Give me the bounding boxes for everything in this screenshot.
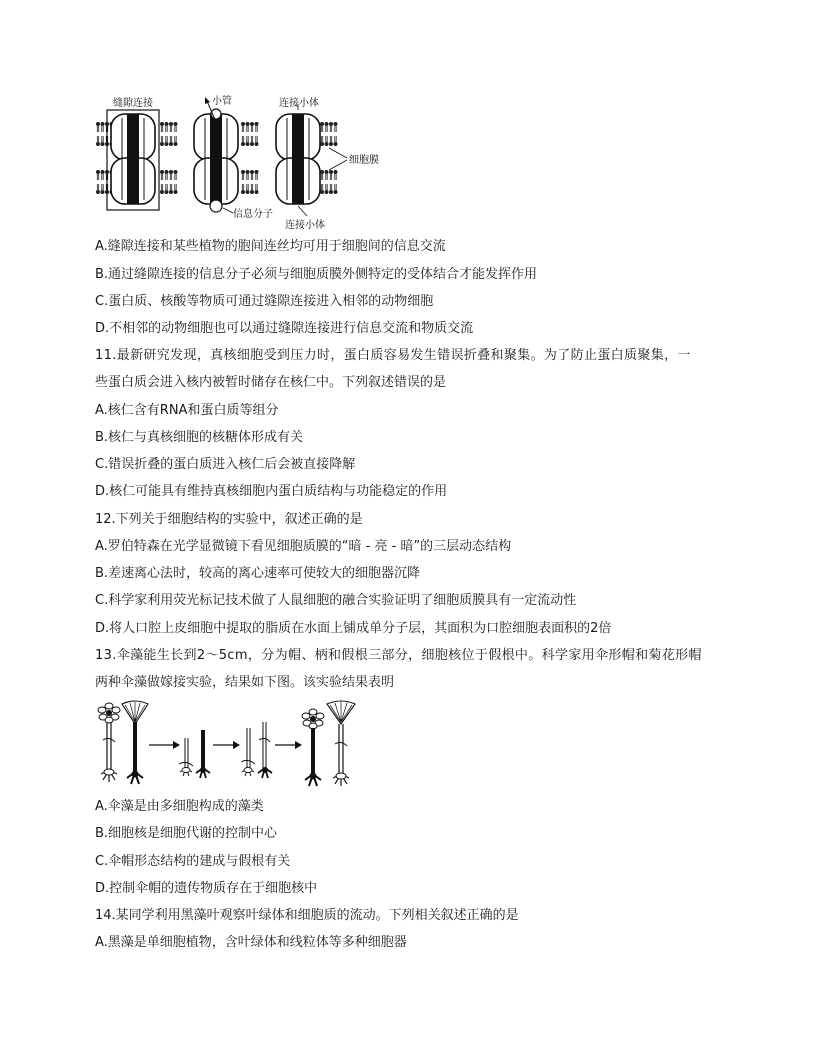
q13-stem-line2: 两种伞藻做嫁接实验，结果如下图。该实验结果表明 — [95, 675, 395, 690]
label-connexon-top: 连接小体 — [279, 98, 319, 109]
label-connexon-bottom: 连接小体 — [285, 220, 325, 231]
q11-stem-line2: 些蛋白质会进入核内被暂时储存在核仁中。下列叙述错误的是 — [95, 375, 447, 390]
q10-option-a: A.缝隙连接和某些植物的胞间连丝均可用于细胞间的信息交流 — [95, 239, 446, 254]
label-tubule: 小管 — [212, 96, 232, 107]
q13-option-a: A.伞藻是由多细胞构成的藻类 — [95, 799, 264, 814]
q14-stem: 14.某同学利用黑藻叶观察叶绿体和细胞质的流动。下列相关叙述正确的是 — [95, 908, 519, 923]
q10-option-b: B.通过缝隙连接的信息分子必须与细胞质膜外侧特定的受体结合才能发挥作用 — [95, 267, 538, 282]
regrowing-stalks-step-3 — [241, 722, 272, 778]
q11-option-c: C.错误折叠的蛋白质进入核仁后会被直接降解 — [95, 457, 356, 472]
label-signal-molecule: 信息分子 — [233, 209, 273, 220]
q12-option-c: C.科学家利用荧光标记技术做了人鼠细胞的融合实验证明了细胞质膜具有一定流动性 — [95, 593, 577, 608]
q11-option-b: B.核仁与真核细胞的核糖体形成有关 — [95, 430, 304, 445]
q10-option-c: C.蛋白质、核酸等物质可通过缝隙连接进入相邻的动物细胞 — [95, 294, 434, 309]
q13-stem-line1: 13.伞藻能生长到2～5cm，分为帽、柄和假根三部分，细胞核位于假根中。科学家用伞形帽和菊花形帽 — [95, 648, 702, 663]
q13-option-d: D.控制伞帽的遗传物质存在于细胞核中 — [95, 881, 318, 896]
flower-cap-acetabularia — [98, 703, 120, 782]
q13-option-c: C.伞帽形态结构的建成与假根有关 — [95, 854, 291, 869]
q13-option-b: B.细胞核是细胞代谢的控制中心 — [95, 826, 278, 841]
result-acetabularia-pair — [302, 701, 355, 786]
q12-option-d: D.将人口腔上皮细胞中提取的脂质在水面上铺成单分子层，其面积为口腔细胞表面积的2倍 — [95, 621, 612, 636]
arrow-step-1 — [149, 741, 180, 749]
umbrella-cap-acetabularia — [122, 701, 148, 784]
q14-option-a: A.黑藻是单细胞植物，含叶绿体和线粒体等多种细胞器 — [95, 935, 407, 950]
q10-option-d: D.不相邻的动物细胞也可以通过缝隙连接进行信息交流和物质交流 — [95, 321, 474, 336]
q11-option-a: A.核仁含有RNA和蛋白质等组分 — [95, 403, 279, 418]
signal-molecule-shape — [210, 200, 222, 212]
q12-option-a: A.罗伯特森在光学显微镜下看见细胞质膜的“暗 - 亮 - 暗”的三层动态结构 — [95, 539, 512, 554]
q11-stem-line1: 11.最新研究发现，真核细胞受到压力时，蛋白质容易发生错误折叠和聚集。为了防止蛋白质聚集，一 — [95, 348, 691, 363]
acetabularia-graft-diagram — [97, 700, 359, 792]
q11-option-d: D.核仁可能具有维持真核细胞内蛋白质结构与功能稳定的作用 — [95, 484, 448, 499]
label-gap-junction: 缝隙连接 — [113, 98, 153, 109]
label-cell-membrane: 细胞膜 — [349, 155, 379, 166]
arrow-step-2 — [213, 741, 240, 749]
arrow-step-3 — [275, 741, 302, 749]
q12-option-b: B.差速离心法时，较高的离心速率可使较大的细胞器沉降 — [95, 566, 421, 581]
gap-junction-diagram — [95, 92, 395, 232]
grafted-stalks-step-2 — [179, 730, 210, 778]
q12-stem: 12.下列关于细胞结构的实验中，叙述正确的是 — [95, 512, 363, 527]
